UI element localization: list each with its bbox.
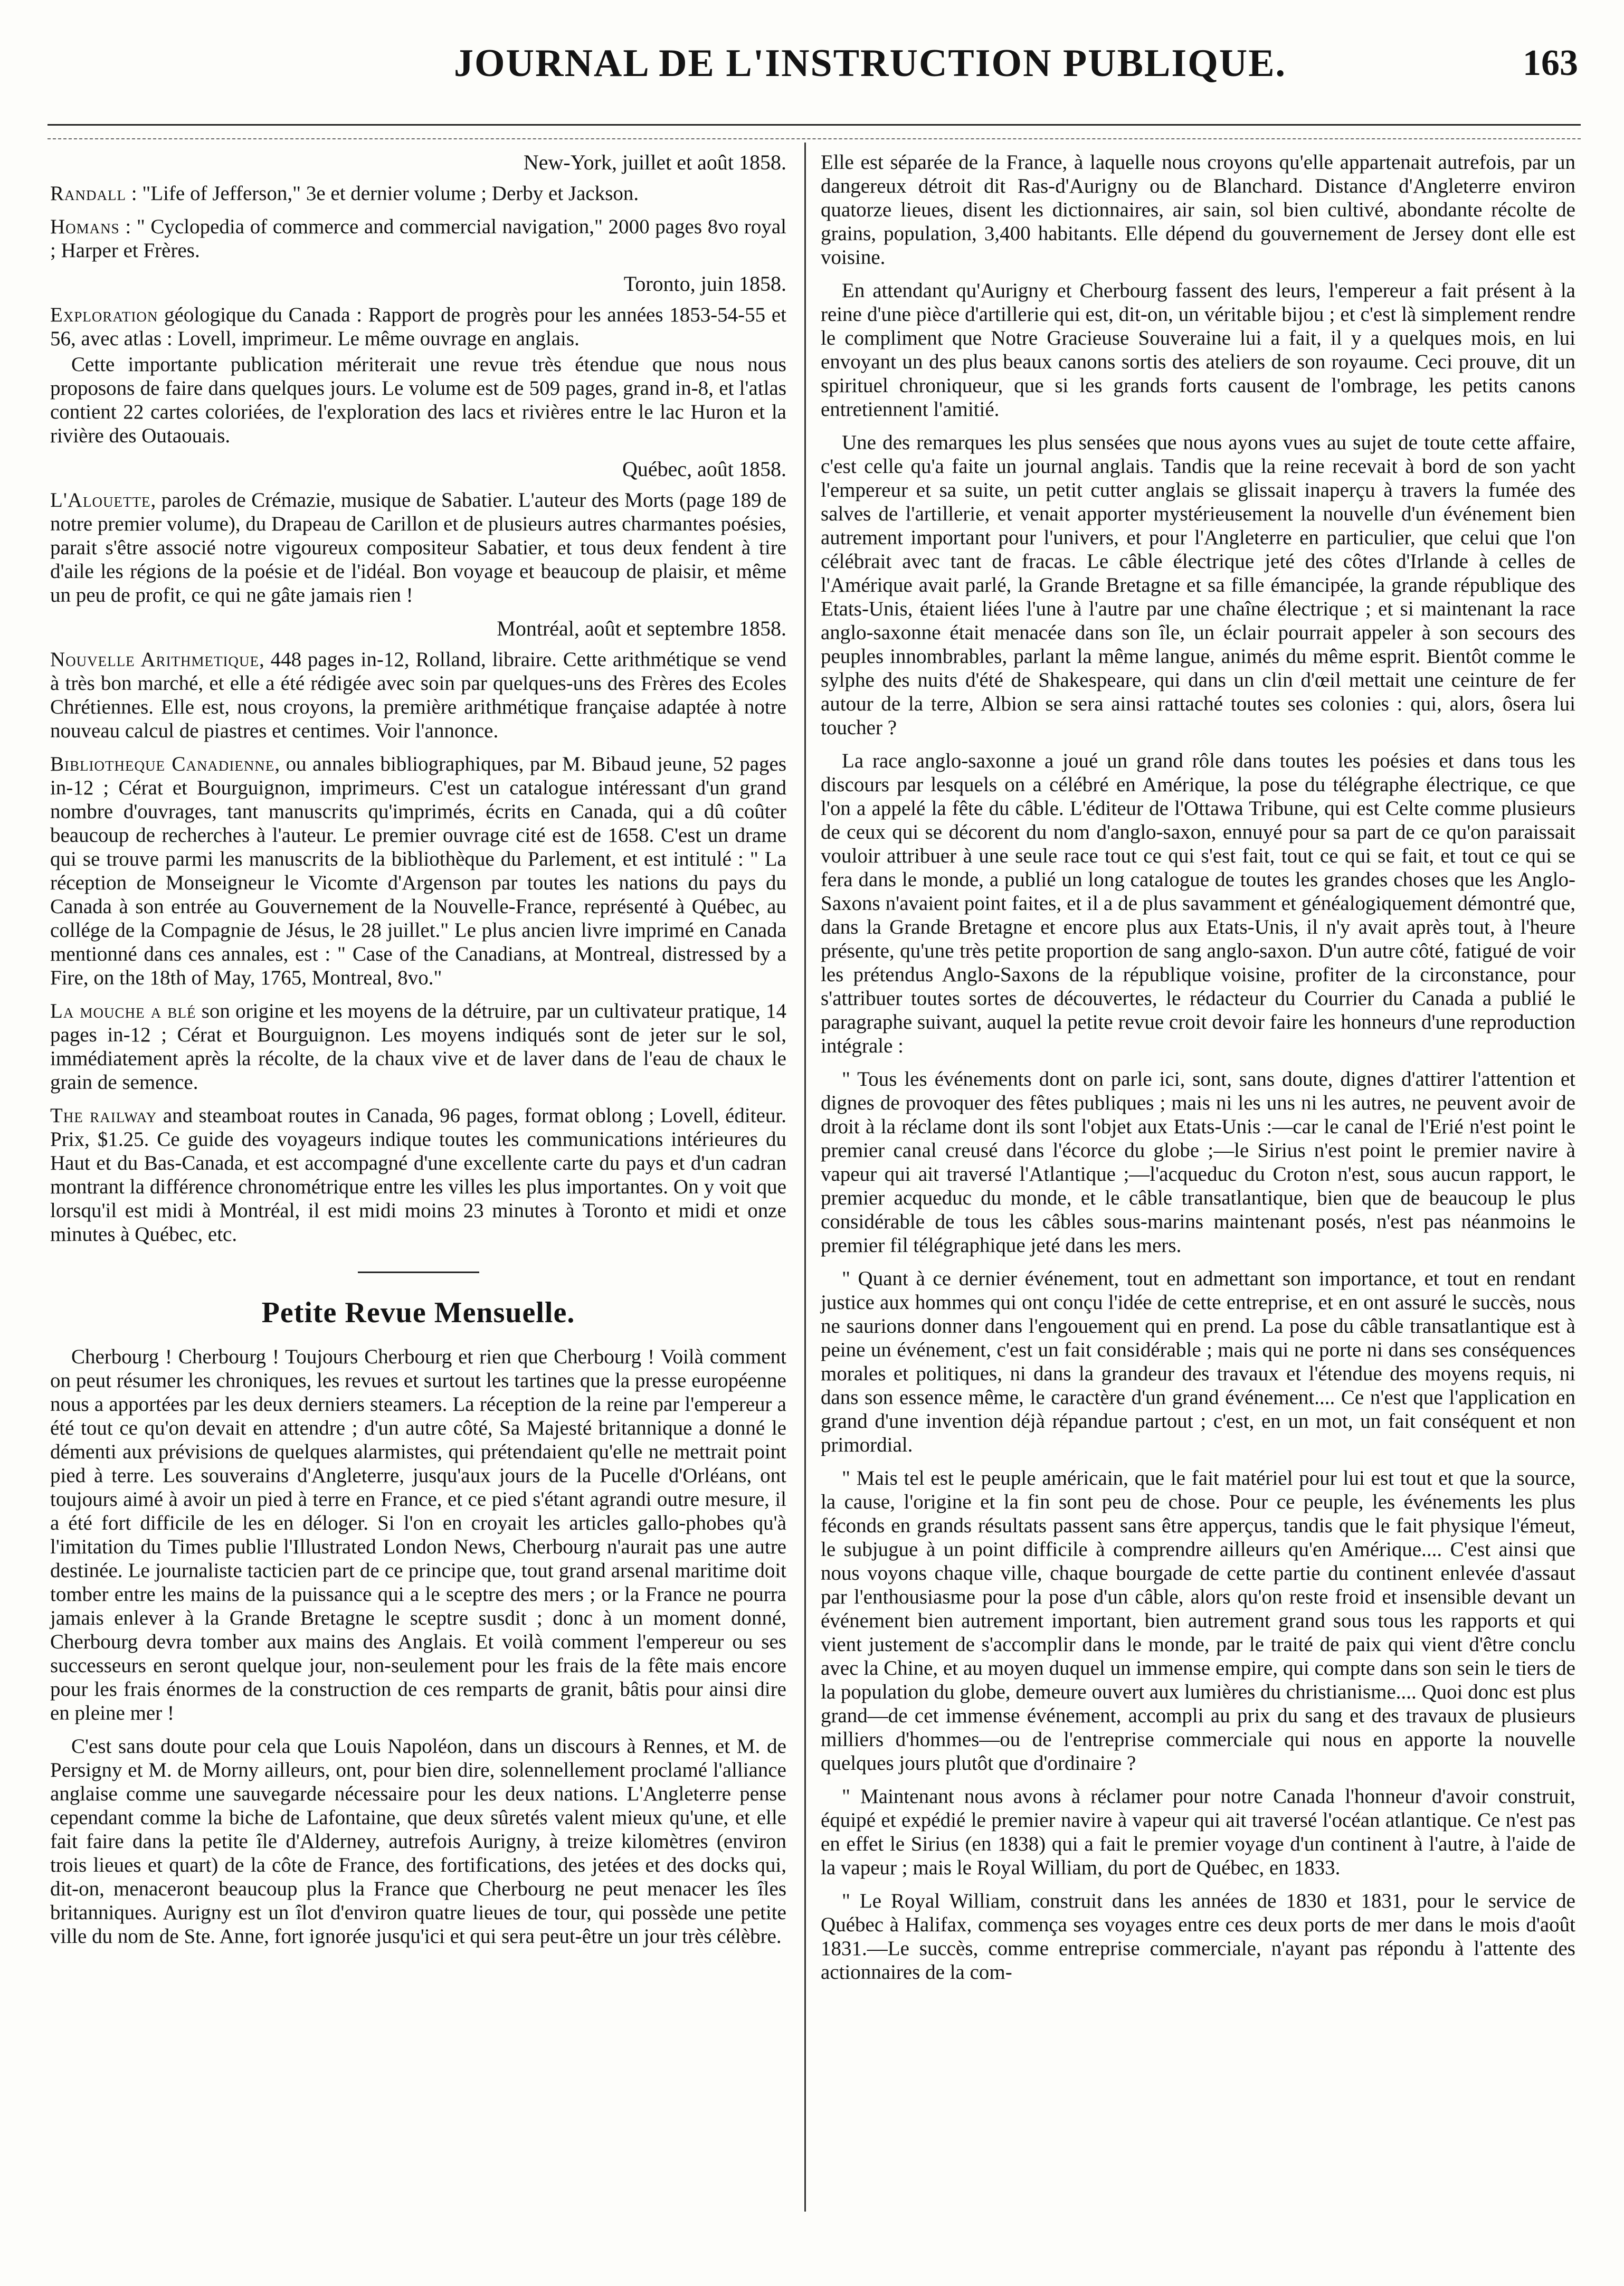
entry-mouche (50, 999, 786, 1094)
quote-paragraph: " Maintenant nous avons à réclamer pour notre Canada l'honneur d'avoir construit, équipé et expédié le premier navire à vapeur qui ait traversé l'océan atlantique. Ce n'est pas en effet le Sirius (en 1838) qui a fait le premier voyage d'un continent à l'autre, à l'aide de la vapeur ; mais le Royal William, du port de Québec, en 1833. (821, 1785, 1575, 1879)
entry-lead: Randall (50, 182, 126, 205)
entry-exploration (50, 303, 786, 350)
quote-paragraph: " Mais tel est le peuple américain, que le fait matériel pour lui est tout et que la source, la cause, l'origine et la fin sont peu de chose. Pour ce peuple, les événements les plus féconds en grands résultats passent sans être apperçus, tandis que le fait physique l'émeut, le subjugue à un point difficile à comprendre ailleurs qu'en Amérique.... C'est ainsi que nous voyons chaque ville, chaque bourgade de cette partie du continent enlevée d'assaut par l'enthousiasme pour la pose d'un câble, alors qu'on reste froid et insensible devant un événement bien autrement important, bien autrement grand sous tous les rapports et qui vient justement de s'accomplir dans le monde, par le traité de paix qui vient d'être conclu avec la Chine, et au moyen duquel un immense empire, qui compte dans son sein le tiers de la population du globe, demeure ouvert aux lumières du christianisme.... Quoi donc est plus grand—de cet immense événement, accompli au prix du sang et des travaux de plusieurs milliers d'hommes—ou de l'entreprise commerciale qui nous en apporte la nouvelle quelques jours plutôt que d'ordinaire ? (821, 1467, 1575, 1775)
entry-lead: Homans (50, 215, 120, 238)
entry-text: géologique du Canada : Rapport de progrès pour les années 1853-54-55 et 56, avec atlas : Lovell, imprimeur. Le même ouvrage en anglais. (50, 303, 786, 350)
column-divider (804, 143, 806, 2212)
entry-lead: Nouvelle Arithmetique (50, 648, 259, 671)
entry-lead: Bibliotheque Canadienne (50, 753, 275, 775)
entry-text: : "Life of Jefferson," 3e et dernier volume ; Derby et Jackson. (126, 182, 639, 205)
quote-paragraph: " Le Royal William, construit dans les années de 1830 et 1831, pour le service de Québec à Halifax, commença ses voyages entre ces deux ports de mer dans le mois d'août 1831.—Le succès, comme entreprise commerciale, n'ayant pas répondu à l'attente des actionnaires de la com- (821, 1890, 1575, 1984)
quote-paragraph: " Tous les événements dont on parle ici, sont, sans doute, dignes d'attirer l'attention et dignes de provoquer des fêtes publiques ; mais ni les uns ni les autres, ne peuvent avoir de droit à la réclame dont ils sont l'objet aux Etats-Unis :—car le canal de l'Erié n'est point le premier canal creusé dans l'écorce du globe ;—le Sirius n'est point le premier navire à vapeur qui ait traversé l'Atlantique ;—l'acqueduc du Croton n'est, sous aucun rapport, le premier acqueduc du monde, et le câble transatlantique, bien que de beaucoup le plus considérable de tous les câbles sous-marins maintenant posés, n'est pas néanmoins le premier fil télégraphique jeté dans les mers. (821, 1068, 1575, 1257)
left-column (50, 150, 786, 1958)
entry-lead: Exploration (50, 303, 158, 326)
entry-lead: The railway (50, 1104, 157, 1127)
entry-text: , paroles de Crémazie, musique de Sabatier. L'auteur des Morts (page 189 de notre premier volume), du Drapeau de Carillon et de plusieurs autres charmantes poésies, parait s'être associé notre vigoureux compositeur Sabatier, et tous deux fendent à tire d'aile les régions de la poésie et de l'idéal. Bon voyage et beaucoup de plaisir, et même un peu de profit, ce qui ne gâte jamais rien ! (50, 489, 786, 606)
dateline-new-york: New-York, juillet et août 1858. (523, 150, 786, 174)
entry-text: and steamboat routes in Canada, 96 pages, format oblong ; Lovell, éditeur. Prix, $1.25. Ce guide des voyageurs indique toutes les communications intérieures du Haut et du Bas-Canada, et est accompagné d'une excellente carte du pays et d'un cadran montrant la différence chronométrique entre les villes les plus importantes. On y voit que lorsqu'il est midi à Montréal, il est midi moins 23 minutes à Toronto et midi et onze minutes à Québec, etc. (50, 1104, 786, 1246)
page-number: 163 (1523, 43, 1578, 83)
entry-randall (50, 182, 786, 205)
entry-railway (50, 1104, 786, 1246)
quote-paragraph: " Quant à ce dernier événement, tout en admettant son importance, et tout en rendant justice aux hommes qui ont conçu l'idée de cette entreprise, et en ont assuré le succès, nous ne saurions donner dans l'engouement qui en prend. La pose du câble transatlantique est à peine un événement, c'est un fait considérable ; mais qui ne porte ni dans ses conséquences morales et politiques, ni dans la grandeur des travaux et l'étendue des moyens requis, ni dans son essence même, le caractère d'un grand événement.... Ce n'est que l'application en grand d'une invention déjà répandue partout ; c'est, en un mot, un fait conséquent et non primordial. (821, 1267, 1575, 1456)
quoted-passage (821, 1067, 1575, 1984)
dateline-quebec: Québec, août 1858. (622, 457, 786, 481)
section-separator (358, 1272, 479, 1273)
revue-paragraph: Elle est séparée de la France, à laquelle nous croyons qu'elle appartenait autrefois, par un dangereux détroit dit Ras-d'Aurigny ou de Blanchard. Distance d'Angleterre environ quatorze lieues, disent les dictionnaires, air sain, sol bien cultivé, abondante récolte de grains, population, 3,400 habitants. Elle dépend du gouvernement de Jersey dont elle est voisine. (821, 151, 1575, 269)
entry-bibliotheque (50, 752, 786, 990)
header-rule-dashed (48, 138, 1581, 139)
dateline-montreal: Montréal, août et septembre 1858. (497, 616, 786, 640)
exploration-review: Cette importante publication mériterait une revue très étendue que nous nous proposons de faire dans quelques jours. Le volume est de 509 pages, grand in-8, et l'atlas contient 22 cartes coloriées, de l'exploration des lacs et rivières entre le lac Huron et la rivière des Outaouais. (50, 353, 786, 447)
entry-arithmetique (50, 648, 786, 743)
revue-paragraph: Une des remarques les plus sensées que nous ayons vues au sujet de toute cette affaire, c'est celle qu'a faite un journal anglais. Tandis que la reine recevait à bord de son yacht l'empereur et sa suite, un petit cutter anglais se glissait inaperçu à travers la fumée des salves de l'artillerie, et venait apporter mystérieusement la nouvelle d'un événement bien autrement important pour l'univers, et pour l'Angleterre en particulier, que celui que l'on célébrait avec tant de fracas. Le câble électrique jeté des côtes d'Irlande à celles de l'Amérique avait parlé, la Grande Bretagne et sa fille émancipée, la grande république des Etats-Unis, étaient liées l'une à l'autre par une chaîne électrique ; et si maintenant la race anglo-saxonne était menacée dans son île, un éclair pourrait appeler à son secours des peuples innombrables, parlant la même langue, animés du même esprit. Bientôt comme le sylphe des nuits d'été de Shakespeare, qui dans un clin d'œil mettait une ceinture de fer autour de la terre, Albion se sera ainsi rattaché toutes ses colonies : qui, alors, ôsera lui toucher ? (821, 431, 1575, 739)
entry-homans (50, 215, 786, 262)
revue-paragraph: En attendant qu'Aurigny et Cherbourg fassent des leurs, l'empereur a fait présent à la reine d'une pièce d'artillerie qui est, dit-on, un véritable bijou ; et c'est là simplement rendre le compliment que Notre Gracieuse Souveraine lui a fait, il y a quelques mois, en lui envoyant un des plus beaux canons sortis des ateliers de son royaume. Ceci prouve, dit un spirituel chroniqueur, que si les grands forts causent de l'ombrage, les petits canons entretiennent l'amitié. (821, 279, 1575, 421)
right-column (821, 150, 1575, 1994)
entry-text: : " Cyclopedia of commerce and commercial navigation," 2000 pages 8vo royal ; Harper et Frères. (50, 215, 786, 262)
entry-text: son origine et les moyens de la détruire, par un cultivateur pratique, 14 pages in-12 ; Cérat et Bourguignon. Les moyens indiqués sont de jeter sur le sol, immédiatement après la récolte, de la chaux vive et de laver dans de l'eau de chaux le grain de semence. (50, 1000, 786, 1094)
revue-paragraph: C'est sans doute pour cela que Louis Napoléon, dans un discours à Rennes, et M. de Persigny et M. de Morny ailleurs, ont, pour bien dire, solennellement proclamé l'alliance anglaise comme une sauvegarde nécessaire pour les deux nations. L'Angleterre pense cependant comme la biche de Lafontaine, que deux sûretés valent mieux qu'une, et elle fait faire dans la petite île d'Alderney, autrefois Aurigny, à treize kilomètres (environ trois lieues et quart) de la côte de France, des fortifications, des jetées et des docks qui, dit-on, menaceront beaucoup plus la France que Cherbourg ne peut menacer les îles britanniques. Aurigny est un îlot d'environ quatre lieues de tour, qui possède une petite ville du nom de Ste. Anne, fort ignorée jusqu'ici et qui sera peut-être un jour très célèbre. (50, 1735, 786, 1948)
entry-lead: L'Alouette (50, 489, 151, 511)
entry-lead: La mouche a blé (50, 1000, 196, 1022)
page-header-title: JOURNAL DE L'INSTRUCTION PUBLIQUE. (454, 42, 1287, 85)
revue-paragraph: La race anglo-saxonne a joué un grand rôle dans toutes les poésies et dans tous les discours par lesquels on a célébré en Amérique, la pose du télégraphe électrique, ce que l'on a appelé la fête du câble. L'éditeur de l'Ottawa Tribune, qui est Celte comme plusieurs de ceux qui se décorent du nom d'anglo-saxon, ennuyé pour sa part de ce qu'on paraissait vouloir attribuer à une seule race tout ce qui s'est fait, tout ce qui se fait, et tout ce qui se fera dans le monde, a publié un long catalogue de toutes les grandes choses que les Anglo-Saxons n'avaient point faites, et il a de plus savamment et généalogiquement démontré que, dans la Grande Bretagne et encore plus aux Etats-Unis, il n'y avait après tout, à l'heure présente, qu'une très petite proportion de sang anglo-saxon. D'un autre côté, fatigué de voir les prétendus Anglo-Saxons de la république voisine, profiter de la circonstance, pour s'attribuer toutes sortes de découvertes, le rédacteur du Courrier du Canada a publié le paragraphe suivant, auquel la petite revue croit devoir faire les honneurs d'une reproduction intégrale : (821, 750, 1575, 1057)
dateline-toronto: Toronto, juin 1858. (623, 272, 786, 296)
header-rule (48, 124, 1581, 126)
entry-text: , 448 pages in-12, Rolland, libraire. Cette arithmétique se vend à très bon marché, et elle a été rédigée avec soin par quelques-uns des Frères des Ecoles Chrétiennes. Elle est, nous croyons, la première arithmétique française adaptée à notre nouveau calcul de piastres et centimes. Voir l'annonce. (50, 648, 787, 742)
entry-text: , ou annales bibliographiques, par M. Bibaud jeune, 52 pages in-12 ; Cérat et Bourguignon, imprimeurs. C'est un catalogue intéressant d'un grand nombre d'ouvrages, tant manuscrits qu'imprimés, écrits en Canada, qui a dû coûter beaucoup de recherches à l'auteur. Le premier ouvrage cité est de 1658. C'est un drame qui se trouve parmi les manuscrits de la bibliothèque du Parlement, et est intitulé : " La réception de Monseigneur le Vicomte d'Argenson par toutes les nations du pays du Canada à son entrée au Gouvernement de la Nouvelle-France, représenté à Québec, au collége de la Compagnie de Jésus, le 28 juillet." Le plus ancien livre imprimé en Canada mentionné dans ces annales, est : " Case of the Canadians, at Montreal, distressed by a Fire, on the 18th of May, 1765, Montreal, 8vo." (50, 753, 786, 989)
entry-alouette (50, 488, 786, 607)
section-title: Petite Revue Mensuelle. (261, 1296, 575, 1329)
revue-paragraph: Cherbourg ! Cherbourg ! Toujours Cherbourg et rien que Cherbourg ! Voilà comment on peut résumer les chroniques, les revues et surtout les tartines que la presse européenne nous a apportées par les deux derniers steamers. La réception de la reine par l'empereur a été tout ce qu'on devait en attendre ; d'un autre côté, Sa Majesté britannique a donné le démenti aux prévisions de quelques alarmistes, qui prétendaient qu'elle ne mettrait point pied à terre. Les souverains d'Angleterre, jusqu'aux jours de la Pucelle d'Orléans, ont toujours aimé à avoir un pied à terre en France, et ce pied s'étant agrandi outre mesure, il a été fort difficile de les en déloger. Si l'on en croyait les articles gallo-phobes qu'à l'imitation du Times publie l'Illustrated London News, Cherbourg n'aurait pas une autre destinée. Le journaliste tacticien part de ce principe que, tout grand arsenal maritime doit tomber entre les mains de la puissance qui a le sceptre des mers ; or la France ne pourra jamais enlever à la Grande Bretagne le sceptre susdit ; donc à un moment donné, Cherbourg devra tomber aux mains des Anglais. Et voilà comment l'empereur ou ses successeurs en seront quelque jour, non-seulement pour les frais de la fête mais encore pour les frais énormes de la construction de ces remparts de granit, bâtis pour ainsi dire en pleine mer ! (50, 1345, 786, 1724)
